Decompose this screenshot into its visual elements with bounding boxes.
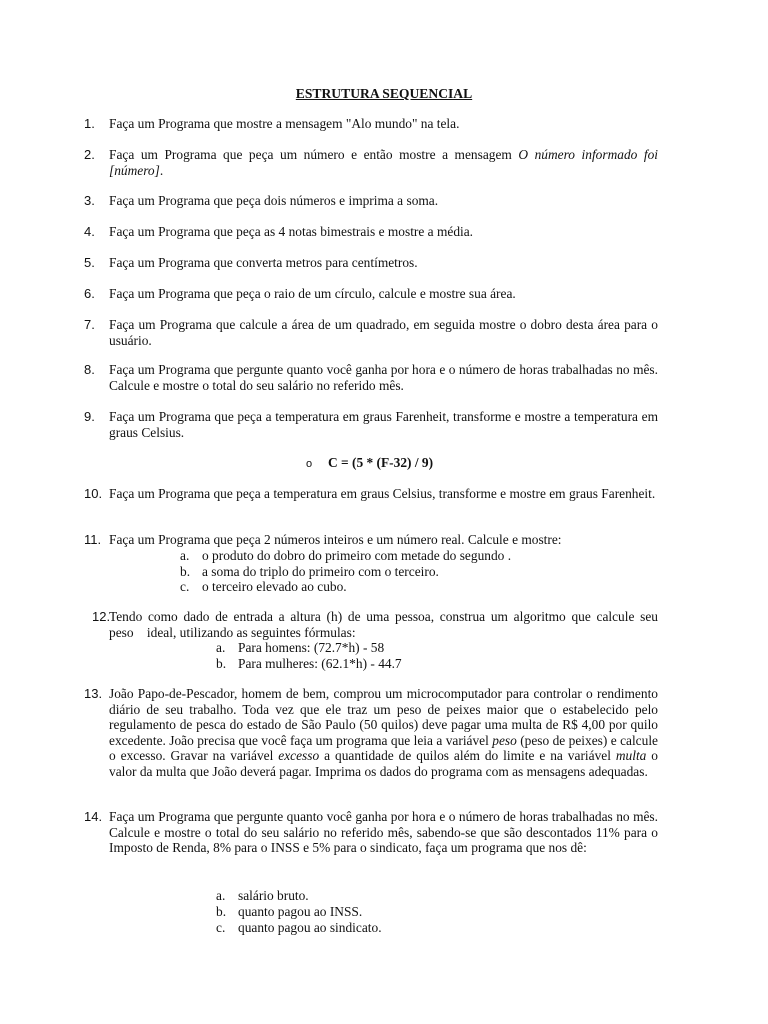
sub-item-letter: b.: [180, 564, 191, 579]
page-title: ESTRUTURA SEQUENCIAL: [295, 86, 473, 101]
sub-item-text: Para mulheres: (62.1*h) - 44.7: [238, 656, 402, 671]
bullet-icon: o: [306, 458, 313, 470]
exercise-number: 8.: [84, 362, 95, 377]
exercise-number: 12.: [92, 609, 111, 624]
sub-item-text: o produto do dobro do primeiro com metade do segundo .: [202, 548, 512, 563]
exercise-text: Tendo como dado de entrada a altura (h) de uma pessoa, construa um algoritmo que calcule seu peso ideal, utilizando as seguintes fórmulas:: [109, 609, 658, 640]
sub-item: [216, 904, 616, 920]
exercise-text: [109, 686, 658, 780]
exercise-1: [84, 116, 658, 132]
sub-item: [180, 579, 580, 595]
sub-item-letter: c.: [180, 579, 190, 594]
exercise-number: 11.: [84, 532, 102, 547]
sub-item: [180, 564, 580, 580]
sub-item: [216, 640, 616, 656]
sub-item-letter: c.: [216, 920, 226, 935]
sub-item-letter: a.: [180, 548, 190, 563]
exercise-11: [84, 532, 658, 548]
exercise-6: [84, 286, 658, 302]
sub-item-text: quanto pagou ao sindicato.: [238, 920, 382, 935]
formula: [306, 455, 433, 473]
exercise-text: [109, 147, 658, 178]
exercise-text: Faça um Programa que pergunte quanto você ganha por hora e o número de horas trabalhadas no mês. Calcule e mostre o total do seu salário no referido mês, sabendo-se que são descontados 11% para o Imposto de Renda, 8% para o INSS e 5% para o sindicato, faça um programa que nos dê:: [109, 809, 658, 856]
exercise-text-part: João Papo-de-Pescador, homem de bem, comprou um microcomputador para controlar o rendimento diário de seu trabalho. Toda vez que ele traz um peso de peixes maior que o estabelecido pelo regulamento de pesca do estado de São Paulo (50 quilos) deve pagar uma multa de R$ 4,00 por quilo excedente. João precisa que você faça um programa que leia a variável: [109, 686, 658, 748]
exercise-8: [84, 362, 658, 393]
sub-item-letter: a.: [216, 640, 226, 655]
sub-item: [216, 920, 616, 936]
exercise-number: 9.: [84, 409, 95, 424]
exercise-text-part: Faça um Programa que peça um número e então mostre a mensagem: [109, 147, 519, 162]
exercise-number: 5.: [84, 255, 95, 270]
exercise-text: Faça um Programa que peça 2 números inteiros e um número real. Calcule e mostre:: [109, 532, 562, 547]
exercise-text: Faça um Programa que peça as 4 notas bimestrais e mostre a média.: [109, 224, 474, 239]
exercise-number: 2.: [84, 147, 95, 162]
formula-text: C = (5 * (F-32) / 9): [328, 455, 434, 470]
sub-item-text: quanto pagou ao INSS.: [238, 904, 363, 919]
exercise-text: Faça um Programa que peça a temperatura em graus Celsius, transforme e mostre em graus Farenheit.: [109, 486, 656, 501]
sub-item-text: a soma do triplo do primeiro com o terceiro.: [202, 564, 439, 579]
exercise-text: Faça um Programa que peça dois números e imprima a soma.: [109, 193, 439, 208]
exercise-number: 1.: [84, 116, 95, 131]
exercise-number: 10.: [84, 486, 103, 501]
exercise-number: 7.: [84, 317, 95, 332]
exercise-10: [84, 486, 658, 502]
sub-item-letter: b.: [216, 904, 227, 919]
exercise-text-italic: multa: [615, 748, 647, 764]
exercise-text: Faça um Programa que pergunte quanto você ganha por hora e o número de horas trabalhadas no mês. Calcule e mostre o total do seu salário no referido mês.: [109, 362, 658, 393]
sub-item: [216, 888, 616, 904]
exercise-number: 13.: [84, 686, 103, 701]
exercise-text-italic: peso: [492, 732, 517, 748]
sub-item: [180, 548, 580, 564]
exercise-number: 4.: [84, 224, 95, 239]
exercise-3: [84, 193, 658, 209]
exercise-text-italic: excesso: [278, 748, 320, 764]
sub-item: [216, 656, 616, 672]
exercise-9: [84, 409, 658, 440]
exercise-text-part: o valor da multa que João deverá pagar. Imprima os dados do programa com as mensagens adequadas.: [109, 748, 659, 779]
exercise-text-italic: O número informado foi [número]: [109, 147, 659, 178]
exercise-text-part: a quantidade de quilos além do limite e na variável: [319, 748, 616, 764]
exercise-text: Faça um Programa que peça o raio de um círculo, calcule e mostre sua área.: [109, 286, 516, 301]
exercise-text-part: .: [159, 162, 164, 178]
exercise-13: [84, 686, 658, 780]
sub-item-text: salário bruto.: [238, 888, 309, 903]
sub-item-text: o terceiro elevado ao cubo.: [202, 579, 347, 594]
exercise-2: [84, 147, 658, 178]
exercise-text-part: (peso de peixes) e calcule o excesso. Gravar na variável: [109, 732, 658, 764]
exercise-4: [84, 224, 658, 240]
exercise-14: [84, 809, 658, 856]
exercise-12: [84, 609, 658, 640]
exercise-7: [84, 317, 658, 348]
exercise-number: 14.: [84, 809, 103, 824]
exercise-number: 3.: [84, 193, 95, 208]
exercise-text: Faça um Programa que calcule a área de um quadrado, em seguida mostre o dobro desta área para o usuário.: [109, 317, 658, 348]
sub-item-letter: a.: [216, 888, 226, 903]
sub-item-text: Para homens: (72.7*h) - 58: [238, 640, 385, 655]
exercise-5: [84, 255, 658, 271]
sub-item-letter: b.: [216, 656, 227, 671]
exercise-text: Faça um Programa que mostre a mensagem "Alo mundo" na tela.: [109, 116, 460, 131]
exercise-text: Faça um Programa que converta metros para centímetros.: [109, 255, 418, 270]
exercise-number: 6.: [84, 286, 95, 301]
exercise-text: Faça um Programa que peça a temperatura em graus Farenheit, transforme e mostre a temperatura em graus Celsius.: [109, 409, 658, 440]
